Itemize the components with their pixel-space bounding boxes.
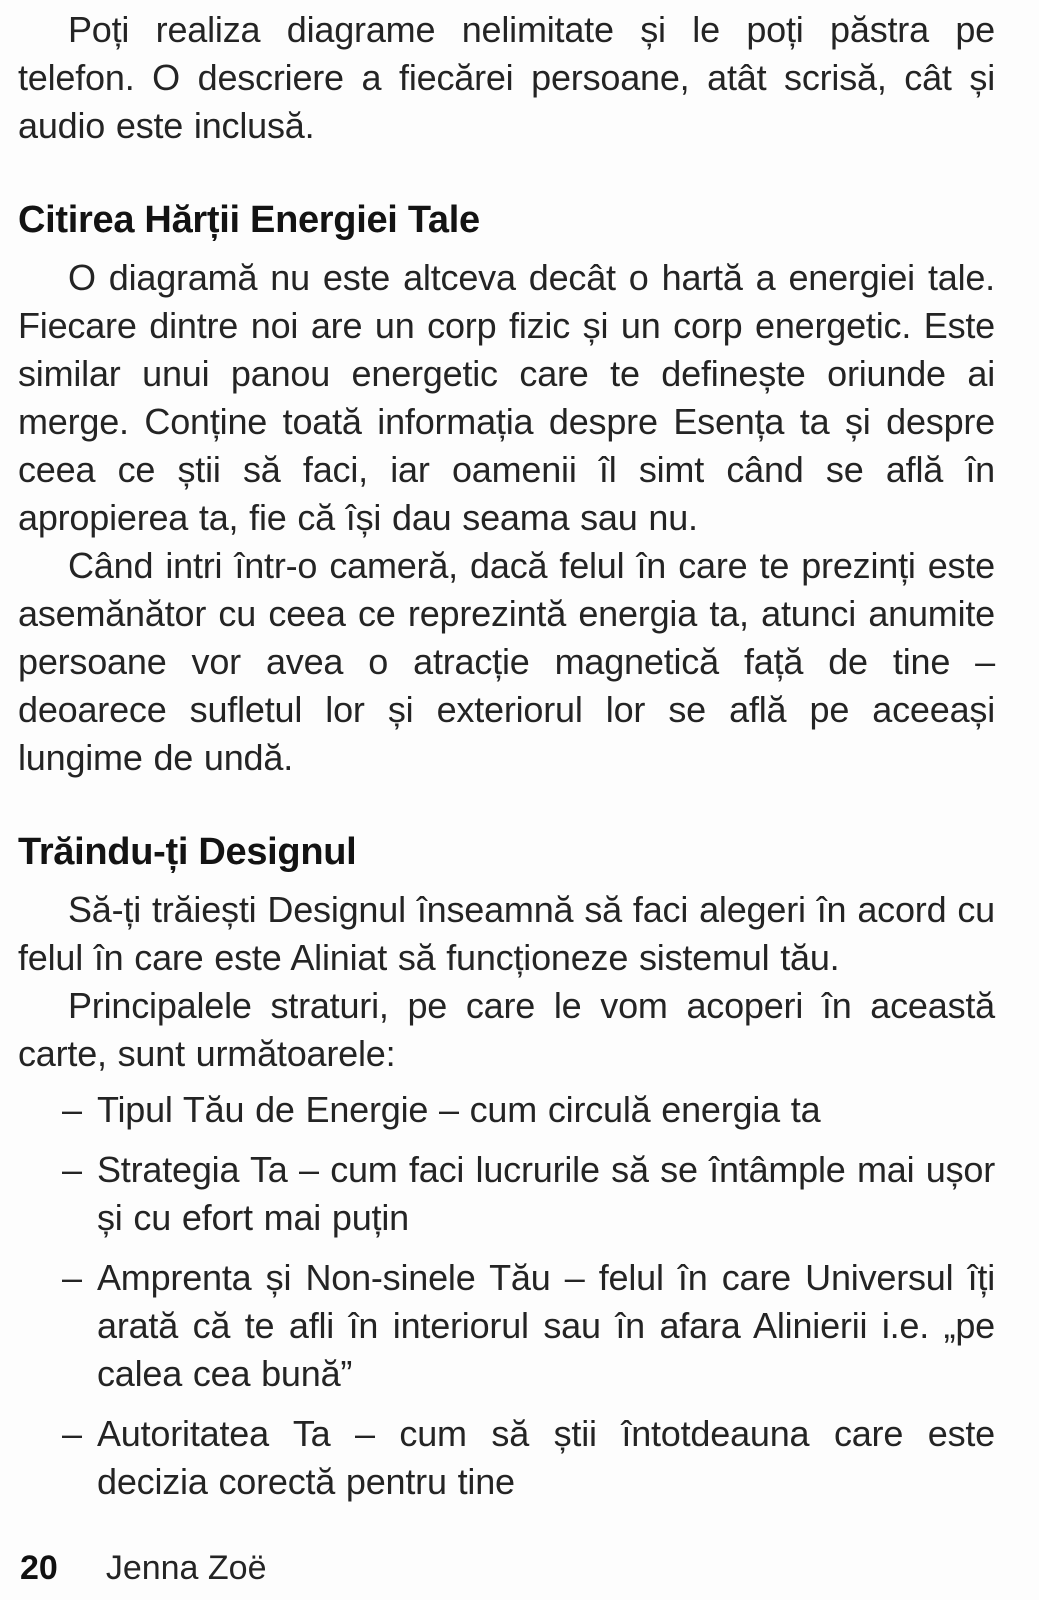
section-heading: Citirea Hărții Energiei Tale [18,199,480,241]
author-name: Jenna Zoë [105,1549,267,1587]
page-footer [0,1544,1039,1592]
list-item-text: Tipul Tău de Energie – cum circulă energia ta [97,1089,821,1130]
list-item [62,1146,995,1242]
dash-marker: – [62,1089,82,1130]
dash-marker: – [62,1149,82,1190]
page-number: 20 [20,1549,58,1587]
list-item [62,1410,995,1506]
body-paragraph: Când intri într-o cameră, dacă felul în care te prezinți este asemănător cu ceea ce reprezintă energia ta, atunci anumite persoane vor avea o atracție magnetică față de tine – deoarece sufletul lor și exteriorul lor se află pe aceeași lungime de undă. [18,545,995,778]
body-paragraph: O diagramă nu este altceva decât o hartă a energiei tale. Fiecare dintre noi are un corp fizic și un corp energetic. Este similar unui panou energetic care te definește oriunde ai merge. Conține toată informația despre Esența ta și despre ceea ce știi să faci, iar oamenii îl simt când se află în apropierea ta, fie că își dau seama sau nu. [18,257,995,538]
list-item [62,1086,995,1134]
list-item-text: Strategia Ta – cum faci lucrurile să se întâmple mai ușor și cu efort mai puțin [97,1149,995,1238]
body-paragraph: Poți realiza diagrame nelimitate și le poți păstra pe telefon. O descriere a fiecărei persoane, atât scrisă, cât și audio este inclusă. [18,9,995,146]
list-item-text: Amprenta și Non-sinele Tău – felul în care Universul îți arată că te afli în interiorul sau în afara Alinierii i.e. „pe calea cea bună” [97,1257,995,1394]
list-item-text: Autoritatea Ta – cum să știi întotdeauna care este decizia corectă pentru tine [97,1413,995,1502]
dash-marker: – [62,1413,82,1454]
dash-marker: – [62,1257,82,1298]
body-paragraph: Principalele straturi, pe care le vom acoperi în această carte, sunt următoarele: [18,985,995,1074]
dash-list [18,1086,995,1506]
section-heading: Trăindu-ți Designul [18,831,357,873]
list-item [62,1254,995,1398]
body-paragraph: Să-ți trăiești Designul înseamnă să faci alegeri în acord cu felul în care este Aliniat să funcționeze sistemul tău. [18,889,995,978]
